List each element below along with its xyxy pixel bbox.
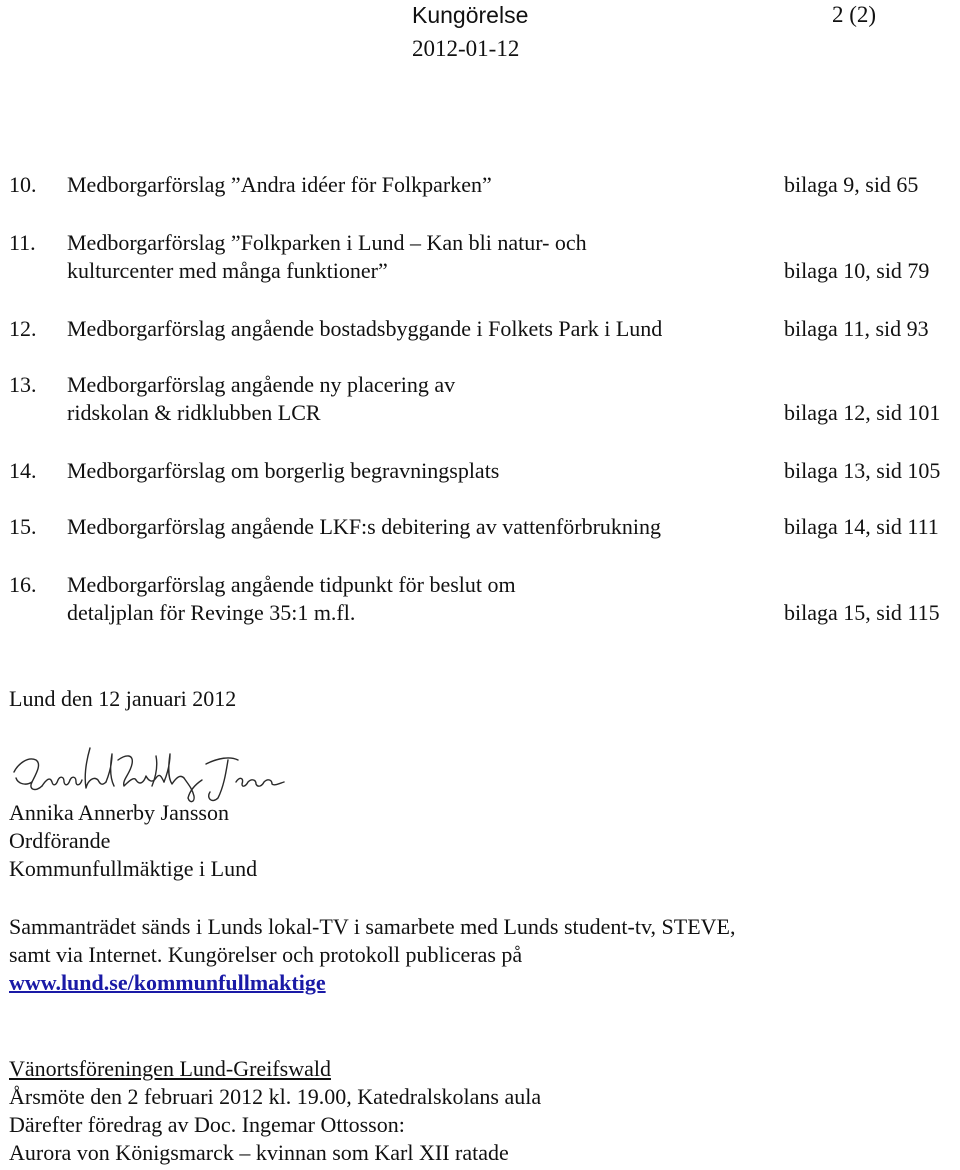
item-reference: bilaga 10, sid 79 [784, 258, 930, 283]
item-reference: bilaga 9, sid 65 [784, 172, 919, 197]
item-text: Medborgarförslag ”Andra idéer för Folkparken” [67, 172, 492, 197]
signatory-organization: Kommunfullmäktige i Lund [9, 856, 258, 881]
item-text: Medborgarförslag ”Folkparken i Lund – Kan bli natur- och [67, 230, 587, 255]
document-title: Kungörelse [412, 2, 529, 28]
item-reference: bilaga 15, sid 115 [784, 600, 940, 625]
item-number: 11. [9, 230, 36, 255]
kommunfullmaktige-link[interactable]: www.lund.se/kommunfullmaktige [9, 970, 326, 995]
item-reference: bilaga 14, sid 111 [784, 514, 939, 539]
association-lecture: Därefter föredrag av Doc. Ingemar Ottosson: [9, 1112, 405, 1137]
item-text: ridskolan & ridklubben LCR [67, 400, 321, 425]
place-date: Lund den 12 januari 2012 [9, 686, 237, 711]
item-text: Medborgarförslag angående ny placering av [67, 372, 456, 397]
item-text: kulturcenter med många funktioner” [67, 258, 388, 283]
broadcast-text: Sammanträdet sänds i Lunds lokal-TV i samarbete med Lunds student-tv, STEVE, [9, 914, 736, 939]
item-text: Medborgarförslag om borgerlig begravningsplats [67, 458, 500, 483]
association-lecture-title: Aurora von Königsmarck – kvinnan som Karl XII ratade [9, 1140, 509, 1165]
item-text: Medborgarförslag angående bostadsbyggande i Folkets Park i Lund [67, 316, 663, 341]
item-text: detaljplan för Revinge 35:1 m.fl. [67, 600, 356, 625]
association-meeting: Årsmöte den 2 februari 2012 kl. 19.00, Katedralskolans aula [9, 1084, 542, 1109]
item-text: Medborgarförslag angående LKF:s debitering av vattenförbrukning [67, 514, 662, 539]
item-number: 15. [9, 514, 37, 539]
page-number: 2 (2) [832, 2, 877, 27]
item-text: Medborgarförslag angående tidpunkt för beslut om [67, 572, 516, 597]
item-reference: bilaga 12, sid 101 [784, 400, 941, 425]
item-reference: bilaga 13, sid 105 [784, 458, 941, 483]
signatory-role: Ordförande [9, 828, 111, 853]
item-number: 10. [9, 172, 37, 197]
item-number: 14. [9, 458, 37, 483]
item-number: 13. [9, 372, 37, 397]
broadcast-text: samt via Internet. Kungörelser och protokoll publiceras på [9, 942, 523, 967]
document-date: 2012-01-12 [412, 36, 520, 61]
signatory-name: Annika Annerby Jansson [9, 800, 229, 825]
association-name: Vänortsföreningen Lund-Greifswald [9, 1056, 331, 1081]
item-number: 12. [9, 316, 37, 341]
item-number: 16. [9, 572, 37, 597]
item-reference: bilaga 11, sid 93 [784, 316, 929, 341]
